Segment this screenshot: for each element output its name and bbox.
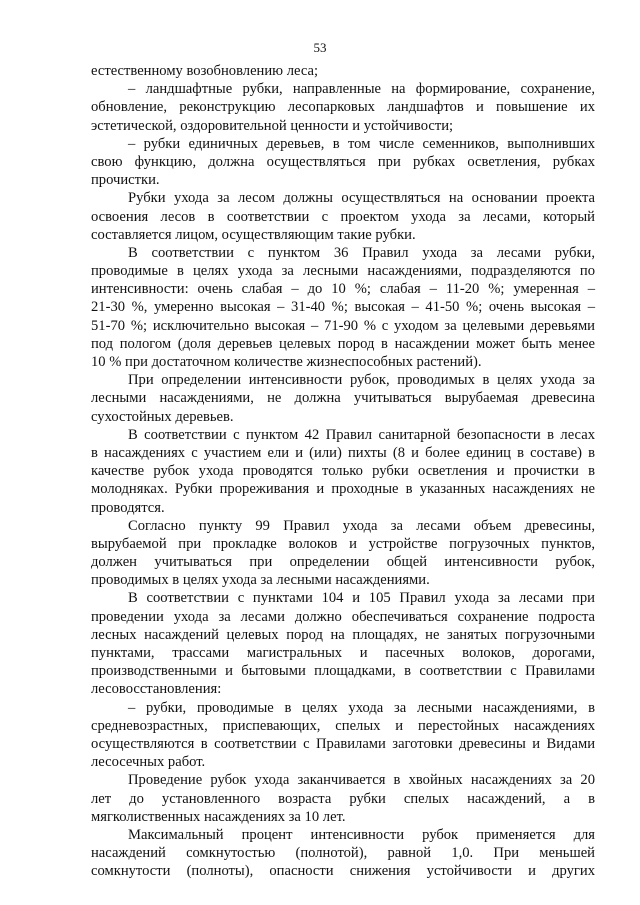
text-line: 10 % при достаточном количестве жизнеспособных растений). <box>91 354 482 370</box>
text-line: пунктами, трассами магистральных и пасечных волоков, дорогами, <box>91 645 595 661</box>
text-line: осуществляются в соответствии с Правилами заготовки древесины и Видами <box>91 735 595 752</box>
text-line: обновление, реконструкцию лесопарковых ландшафтов и повышение их <box>91 99 595 116</box>
text-line: интенсивности: очень слабая – до 10 %; слабая – 11-20 %; умеренная – <box>91 281 595 298</box>
text-line: – рубки единичных деревьев, в том числе семенников, выполнивших <box>128 135 595 152</box>
text-line: Рубки ухода за лесом должны осуществляться на основании проекта <box>128 190 595 207</box>
document-body <box>91 62 595 880</box>
text-line: молодняках. Рубки прореживания и проходные в указанных насаждениях не <box>91 481 595 498</box>
text-line: Согласно пункту 99 Правил ухода за лесами объем древесины, <box>128 517 595 534</box>
text-line: проводятся. <box>91 499 165 516</box>
text-line: в насаждениях с участием ели и (или) пихты (8 и более единиц в составе) в <box>91 444 595 461</box>
text-line: вырубаемой при прокладке волоков и устройстве погрузочных пунктов, <box>91 535 595 552</box>
paragraph <box>91 371 595 426</box>
text-line: проводимых в целях ухода за лесными насаждениями. <box>91 572 430 589</box>
text-line: Проведение рубок ухода заканчивается в хвойных насаждениях за 20 <box>128 772 595 789</box>
paragraph <box>91 135 595 190</box>
paragraph <box>91 80 595 135</box>
text-line: 51-70 %; исключительно высокая – 71-90 % с уходом за целевыми деревьями <box>91 317 595 334</box>
text-line: эстетической, оздоровительной ценности и устойчивости; <box>91 117 454 134</box>
text-line: 21-30 %, умеренно высокая – 31-40 %; высокая – 41-50 %; очень высокая – <box>91 299 595 316</box>
text-line: качестве рубок ухода проводятся только рубки осветления и прочистки в <box>91 463 595 480</box>
text-line: средневозрастных, приспевающих, спелых и перестойных насаждениях <box>91 717 595 734</box>
text-line: В соответствии с пунктами 104 и 105 Правил ухода за лесами при <box>128 590 595 607</box>
text-line: лесных насаждений целевых пород на площадях, не занятых погрузочными <box>91 626 595 643</box>
text-line: лесными насаждениями, не должна учитываться вырубаемая древесина <box>91 390 595 407</box>
text-line: сомкнутости (полноты), опасности снижения устойчивости и других <box>91 863 595 880</box>
paragraph <box>91 517 595 590</box>
paragraph <box>91 244 595 371</box>
text-line: лесовосстановления: <box>91 681 222 698</box>
text-line: освоения лесов в соответствии с проектом ухода за лесами, который <box>91 208 595 225</box>
text-line: мягколиственных насаждениях за 10 лет. <box>91 808 346 825</box>
text-line: лет до установленного возраста рубки спелых насаждений, а в <box>91 790 595 807</box>
text-line: составляется лицом, осуществляющим такие рубки. <box>91 226 416 243</box>
text-line: лесосечных работ. <box>91 754 206 771</box>
text-line: – рубки, проводимые в целях ухода за лесными насаждениями, в <box>128 699 595 716</box>
text-line: Максимальный процент интенсивности рубок применяется для <box>128 826 595 843</box>
text-line: должен учитываться при определении общей интенсивности рубок, <box>91 554 595 571</box>
paragraph <box>91 771 595 826</box>
text-line: При определении интенсивности рубок, проводимых в целях ухода за <box>128 372 595 389</box>
paragraph <box>91 589 595 698</box>
paragraph <box>91 189 595 244</box>
text-line: проведении ухода за лесами должно обеспечиваться сохранение подроста <box>91 608 595 625</box>
text-line: В соответствии с пунктом 36 Правил ухода за лесами рубки, <box>128 244 595 261</box>
text-line: В соответствии с пунктом 42 Правил санитарной безопасности в лесах <box>128 426 595 443</box>
text-line: – ландшафтные рубки, направленные на формирование, сохранение, <box>128 81 595 98</box>
text-line: естественному возобновлению леса; <box>91 63 319 79</box>
text-line: насаждений сомкнутостью (полнотой), равной 1,0. При меньшей <box>91 845 595 862</box>
text-line: свою функцию, должна осуществляться при рубках осветления, рубках <box>91 153 595 170</box>
text-line: проводимые в целях ухода за лесными насаждениями, подразделяются по <box>91 263 595 280</box>
paragraph <box>91 426 595 517</box>
text-line: под пологом (доля деревьев целевых пород в насаждении может быть менее <box>91 335 595 352</box>
paragraph <box>91 62 595 80</box>
text-line: прочистки. <box>91 172 160 189</box>
paragraph <box>91 699 595 772</box>
text-line: производственными и бытовыми площадками, в соответствии с Правилами <box>91 663 595 680</box>
text-line: сухостойных деревьев. <box>91 408 234 425</box>
paragraph <box>91 826 595 881</box>
page-number: 53 <box>313 40 327 55</box>
